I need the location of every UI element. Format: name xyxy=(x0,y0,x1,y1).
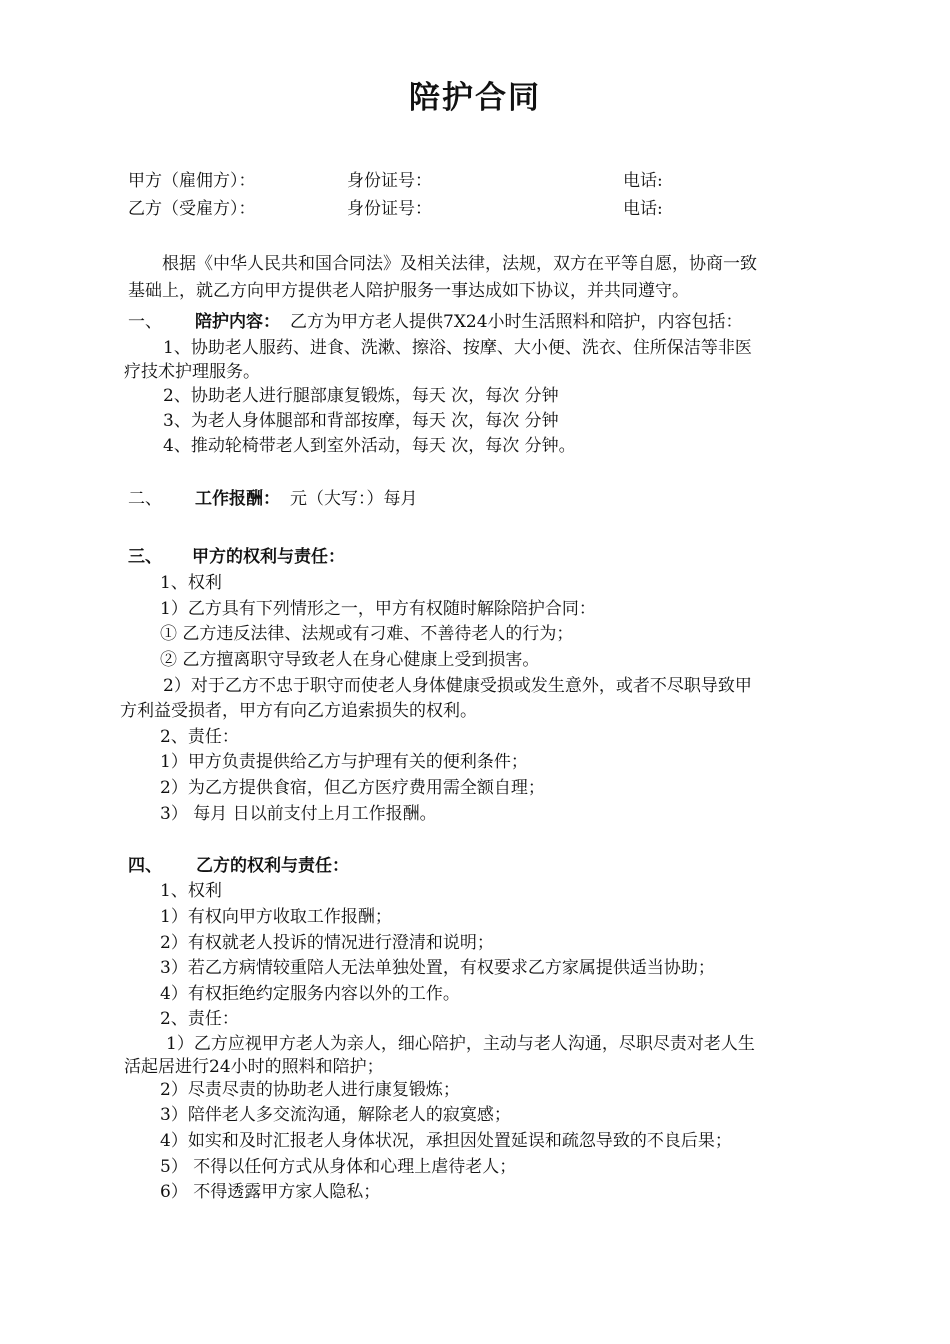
section-text: 乙方为甲方老人提供7X24小时生活照料和陪护，内容包括： xyxy=(290,312,743,332)
list-item: 2、协助老人进行腿部康复锻炼，每天 次，每次 分钟 xyxy=(163,386,559,406)
list-item: 1）有权向甲方收取工作报酬； xyxy=(160,907,392,927)
list-item: 疗技术护理服务。 xyxy=(124,362,260,382)
section-heading: 乙方的权利与责任： xyxy=(196,856,349,876)
party-b-id-label: 身份证号： xyxy=(347,199,432,219)
section-number: 三、 xyxy=(128,547,162,567)
list-item: 2）为乙方提供食宿，但乙方医疗费用需全额自理； xyxy=(160,778,545,798)
list-item: ① 乙方违反法律、法规或有刁难、不善待老人的行为； xyxy=(160,624,574,644)
list-item: 活起居进行24小时的照料和陪护； xyxy=(124,1057,384,1077)
list-item: 方利益受损者，甲方有向乙方追索损失的权利。 xyxy=(120,701,477,721)
list-item: ② 乙方擅离职守导致老人在身心健康上受到损害。 xyxy=(160,650,540,670)
intro-line: 基础上，就乙方向甲方提供老人陪护服务一事达成如下协议，并共同遵守。 xyxy=(128,281,689,301)
list-item: 3）若乙方病情较重陪人无法单独处置，有权要求乙方家属提供适当协助； xyxy=(160,958,715,978)
section-heading: 工作报酬： xyxy=(195,489,280,509)
party-a-id-label: 身份证号： xyxy=(347,171,432,191)
section-number: 四、 xyxy=(128,856,162,876)
section-heading: 甲方的权利与责任： xyxy=(192,547,345,567)
list-item: 4）有权拒绝约定服务内容以外的工作。 xyxy=(160,984,460,1004)
list-item: 1、协助老人服药、进食、洗漱、擦浴、按摩、大小便、洗衣、住所保洁等非医 xyxy=(163,338,752,358)
list-item: 4）如实和及时汇报老人身体状况，承担因处置延误和疏忽导致的不良后果； xyxy=(160,1131,732,1151)
list-item: 1）乙方具有下列情形之一，甲方有权随时解除陪护合同： xyxy=(160,599,596,619)
list-item: 1）乙方应视甲方老人为亲人，细心陪护，主动与老人沟通，尽职尽责对老人生 xyxy=(166,1034,755,1054)
section-text: 元（大写：）每月 xyxy=(290,489,418,509)
list-item: 4、推动轮椅带老人到室外活动，每天 次，每次 分钟。 xyxy=(163,436,576,456)
list-item: 2）有权就老人投诉的情况进行澄清和说明； xyxy=(160,933,494,953)
section-number: 一、 xyxy=(128,312,162,332)
party-a-phone-label: 电话: xyxy=(623,171,663,191)
list-item: 1）甲方负责提供给乙方与护理有关的便利条件； xyxy=(160,752,528,772)
list-item: 2、责任： xyxy=(160,1009,239,1029)
document-title: 陪护合同 xyxy=(409,80,541,116)
intro-line: 根据《中华人民共和国合同法》及相关法律，法规，双方在平等自愿，协商一致 xyxy=(162,254,757,274)
list-item: 3、为老人身体腿部和背部按摩，每天 次，每次 分钟 xyxy=(163,411,559,431)
section-heading: 陪护内容： xyxy=(195,312,280,332)
list-item: 3）陪伴老人多交流沟通，解除老人的寂寞感； xyxy=(160,1105,511,1125)
list-item: 2、责任： xyxy=(160,727,239,747)
list-item: 3） 每月 日以前支付上月工作报酬。 xyxy=(160,804,437,824)
party-b-label: 乙方（受雇方）： xyxy=(128,199,256,219)
party-a-label: 甲方（雇佣方）： xyxy=(128,171,256,191)
list-item: 2）对于乙方不忠于职守而使老人身体健康受损或发生意外，或者不尽职导致甲 xyxy=(163,676,752,696)
list-item: 2）尽责尽责的协助老人进行康复锻炼； xyxy=(160,1080,460,1100)
list-item: 1、权利 xyxy=(160,881,222,901)
section-number: 二、 xyxy=(128,489,162,509)
list-item: 6） 不得透露甲方家人隐私； xyxy=(160,1182,381,1202)
party-b-phone-label: 电话: xyxy=(623,199,663,219)
list-item: 1、权利 xyxy=(160,573,222,593)
list-item: 5） 不得以任何方式从身体和心理上虐待老人； xyxy=(160,1157,517,1177)
